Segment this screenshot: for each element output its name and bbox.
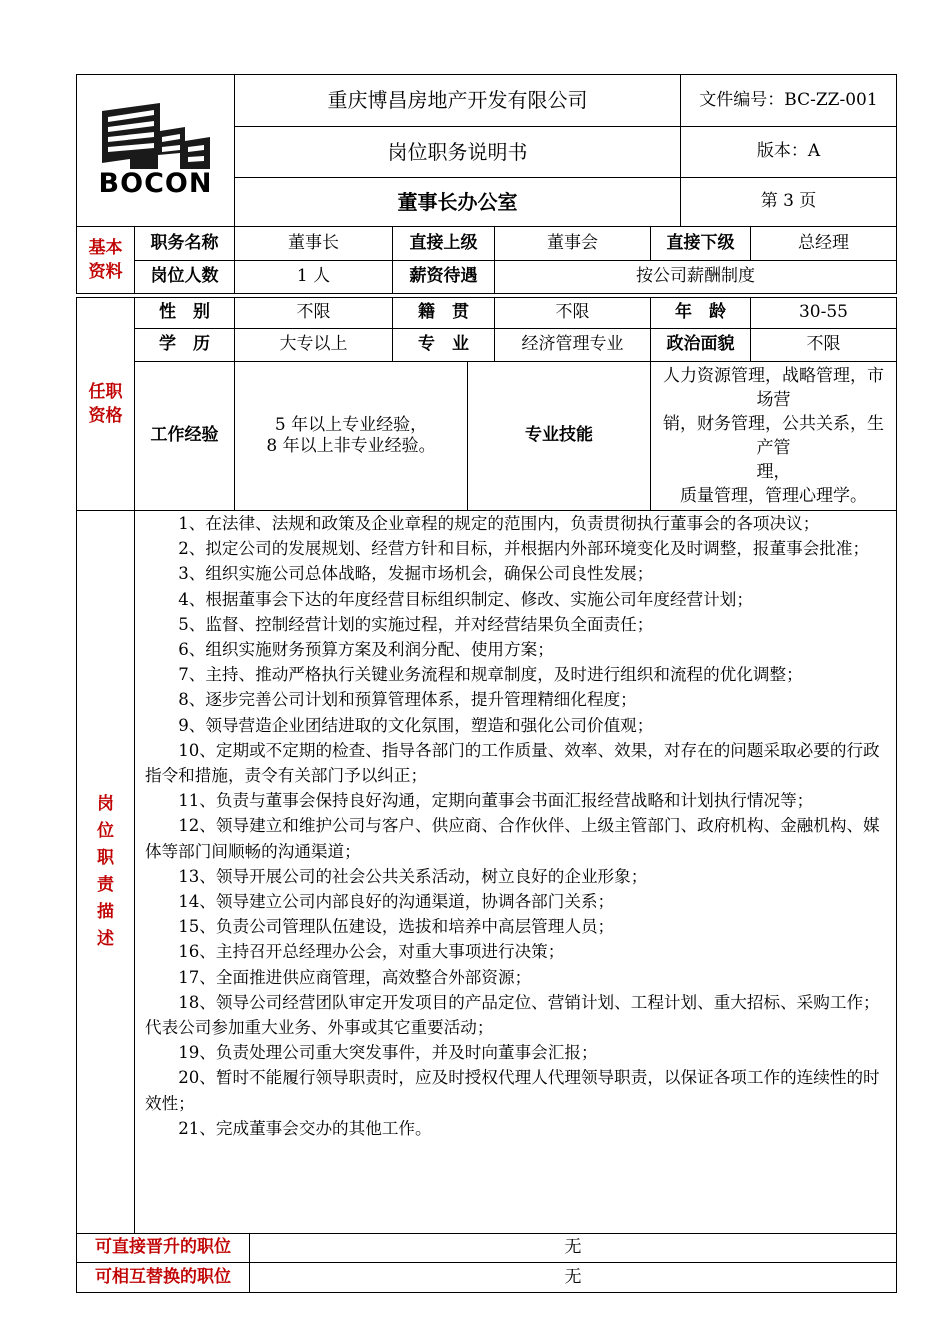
duty-item: 5、监督、控制经营计划的实施过程，并对经营结果负全面责任； <box>178 614 654 634</box>
promotion-value: 无 <box>250 1234 897 1263</box>
duty-item: 12、领导建立和维护公司与客户、供应商、合作伙伴、上级主管部门、政府机构、金融机构、媒体等部门间顺畅的沟通渠道； <box>145 816 880 861</box>
education-value: 大专以上 <box>235 329 393 362</box>
qualification-label-line-2: 资格 <box>88 406 123 426</box>
skills-line-1: 人力资源管理，战略管理，市场营 <box>663 366 884 410</box>
gender-label: 性 别 <box>135 298 235 329</box>
basic-info-table <box>76 226 897 294</box>
superior-label: 直接上级 <box>393 227 495 261</box>
major-value: 经济管理专业 <box>495 329 651 362</box>
duty-item: 3、组织实施公司总体战略，发掘市场机会，确保公司良性发展； <box>178 564 654 584</box>
major-label: 专 业 <box>393 329 495 362</box>
duties-label-char-4: 责 <box>97 875 114 895</box>
salary-value: 按公司薪酬制度 <box>495 261 897 294</box>
skills-label: 专业技能 <box>468 362 651 511</box>
duty-item: 19、负责处理公司重大突发事件，并及时向董事会汇报； <box>178 1043 598 1063</box>
duty-item: 4、根据董事会下达的年度经营目标组织制定、修改、实施公司年度经营计划； <box>178 589 753 609</box>
duty-item: 9、领导营造企业团结进取的文化氛围，塑造和强化公司价值观； <box>178 715 654 735</box>
duty-item: 10、定期或不定期的检查、指导各部门的工作质量、效率、效果，对存在的问题采取必要的行政指令和措施，责令有关部门予以纠正； <box>145 740 880 786</box>
basic-label-line-2: 资料 <box>88 262 123 282</box>
duties-list <box>135 511 897 1234</box>
rotation-label: 可相互替换的职位 <box>77 1263 250 1293</box>
page-number: 第 3 页 <box>681 178 897 227</box>
duty-item: 21、完成董事会交办的其他工作。 <box>178 1118 432 1138</box>
duty-item: 7、主持、推动严格执行关键业务流程和规章制度，及时进行组织和流程的优化调整； <box>178 665 803 685</box>
education-label: 学 历 <box>135 329 235 362</box>
experience-label: 工作经验 <box>135 362 235 511</box>
duty-item: 1、在法律、法规和政策及企业章程的规定的范围内，负责贯彻执行董事会的各项决议； <box>178 514 820 533</box>
duty-item: 6、组织实施财务预算方案及利润分配、使用方案； <box>178 640 554 660</box>
job-title-label: 职务名称 <box>135 227 235 261</box>
duty-item: 11、负责与董事会保持良好沟通，定期向董事会书面汇报经营战略和计划执行情况等； <box>178 791 814 811</box>
duty-item: 20、暂时不能履行领导职责时，应及时授权代理人代理领导职责，以保证各项工作的连续性的时效性； <box>145 1068 880 1113</box>
duty-item: 14、领导建立公司内部良好的沟通渠道，协调各部门关系； <box>178 892 615 912</box>
qualification-table <box>76 297 897 511</box>
qualification-label-line-1: 任职 <box>88 382 123 402</box>
duties-section-label <box>77 511 135 1234</box>
experience-value <box>235 362 468 511</box>
duty-item: 8、逐步完善公司计划和预算管理体系，提升管理精细化程度； <box>178 690 637 710</box>
building-logo-icon <box>100 101 212 171</box>
rotation-value: 无 <box>250 1263 897 1293</box>
logo-cell <box>77 75 235 227</box>
duty-item: 17、全面推进供应商管理，高效整合外部资源； <box>178 967 532 987</box>
promotion-label: 可直接晋升的职位 <box>77 1234 250 1263</box>
headcount-label: 岗位人数 <box>135 261 235 294</box>
department-name: 董事长办公室 <box>235 178 681 227</box>
origin-value: 不限 <box>495 298 651 329</box>
basic-section-label <box>77 227 135 294</box>
experience-line-1: 5 年以上专业经验， <box>274 414 428 435</box>
skills-line-4: 质量管理，管理心理学。 <box>680 486 867 506</box>
age-value: 30-55 <box>751 298 897 329</box>
duties-table <box>76 510 897 1293</box>
duty-item: 2、拟定公司的发展规划、经营方针和目标，并根据内外部环境变化及时调整，报董事会批准； <box>178 539 870 559</box>
version: 版本：A <box>681 127 897 178</box>
duty-item: 18、领导公司经营团队审定开发项目的产品定位、营销计划、工程计划、重大招标、采购工作；代表公司参加重大业务、外事或其它重要活动； <box>145 992 880 1038</box>
skills-line-3: 理， <box>756 462 791 482</box>
experience-line-2: 8 年以上非专业经验。 <box>266 436 436 456</box>
subordinate-value: 总经理 <box>751 227 897 261</box>
basic-label-line-1: 基本 <box>88 238 123 258</box>
political-label: 政治面貌 <box>651 329 751 362</box>
subordinate-label: 直接下级 <box>651 227 751 261</box>
political-value: 不限 <box>751 329 897 362</box>
document-number: 文件编号：BC-ZZ-001 <box>681 75 897 127</box>
age-label: 年 龄 <box>651 298 751 329</box>
header-table <box>76 74 897 227</box>
duty-item: 15、负责公司管理队伍建设，选拔和培养中高层管理人员； <box>178 917 615 937</box>
company-name: 重庆博昌房地产开发有限公司 <box>235 75 681 127</box>
company-logo <box>77 101 234 201</box>
logo-text: BOCON <box>98 167 213 199</box>
headcount-value: 1 人 <box>235 261 393 294</box>
gender-value: 不限 <box>235 298 393 329</box>
duties-label-char-1: 岗 <box>97 794 114 814</box>
qualification-section-label <box>77 298 135 511</box>
job-title-value: 董事长 <box>235 227 393 261</box>
origin-label: 籍 贯 <box>393 298 495 329</box>
skills-value <box>651 362 897 511</box>
duties-label-char-2: 位 <box>97 821 114 841</box>
superior-value: 董事会 <box>495 227 651 261</box>
duties-label-char-6: 述 <box>97 929 114 949</box>
duties-label-char-3: 职 <box>97 848 114 868</box>
skills-line-2: 销，财务管理，公共关系，生产管 <box>663 414 884 458</box>
duty-item: 16、主持召开总经理办公会，对重大事项进行决策； <box>178 942 565 962</box>
job-description-document <box>76 74 896 1293</box>
duties-label-char-5: 描 <box>97 902 114 922</box>
document-title: 岗位职务说明书 <box>235 127 681 178</box>
duty-item: 13、领导开展公司的社会公共关系活动，树立良好的企业形象； <box>178 866 648 886</box>
salary-label: 薪资待遇 <box>393 261 495 294</box>
